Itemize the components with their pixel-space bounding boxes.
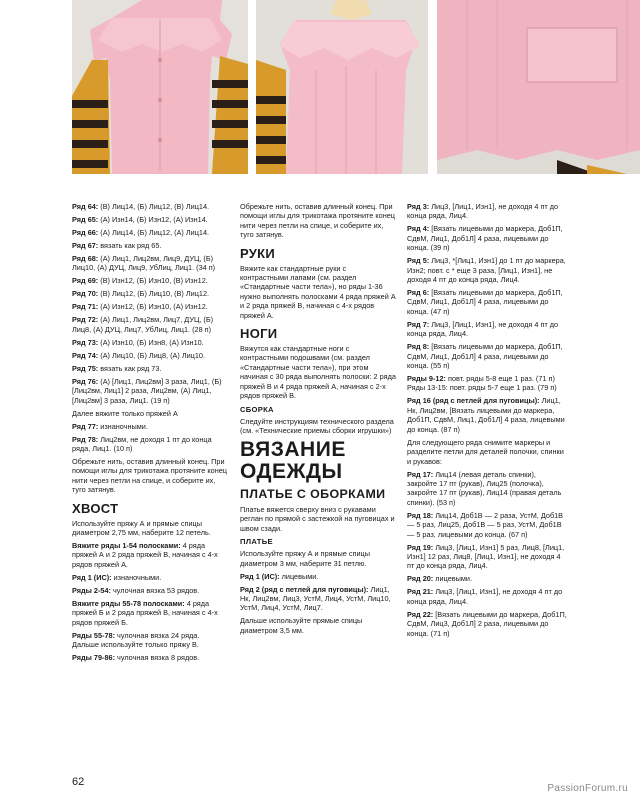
row-text: (А) [Лиц1, Лиц2вм] 3 раза, Лиц1, (Б) [Лиц2вм, Лиц1] 2 раза, Лиц2вм, (А) Лиц1, [Лиц2вм] 3 раза, Лиц1. (19 п) — [72, 376, 222, 405]
instruction-paragraph — [72, 302, 228, 311]
page-number: 62 — [72, 776, 85, 788]
row-label: Ряд 19: — [407, 542, 434, 552]
row-label: Ряд 75: — [72, 363, 99, 373]
section-heading: ХВОСТ — [72, 500, 119, 516]
instruction-paragraph — [72, 215, 228, 224]
instruction-paragraph — [72, 519, 228, 538]
instruction-paragraph — [240, 344, 396, 400]
row-text: [Вязать лицевыми до маркера, Доб1П, СдвМ, Лиц1, Доб1Л] 4 раза, лицевыми до конца. (47 п) — [407, 288, 563, 316]
row-label: Ряд 70: — [72, 289, 99, 299]
row-text: чулочная вязка 53 рядов. — [110, 585, 200, 595]
photo-strip — [0, 0, 640, 176]
chapter-heading: ВЯЗАНИЕ ОДЕЖДЫ — [240, 437, 346, 483]
row-label: Ряд 66: — [72, 228, 99, 237]
row-text: чулочная вязка 8 рядов. — [115, 653, 200, 663]
row-text: Лиц3, [Лиц1, Изн1] 5 раз, Лиц8, [Лиц1, Изн1] 12 раз, Лиц8, [Лиц1, Изн1], не доходя 4 пт до конца ряда, Лиц4. — [407, 542, 565, 571]
instruction-paragraph — [240, 549, 396, 568]
row-text: Лиц1, Нк, Лиц2вм, [Вязать лицевыми до маркера, Доб1П, СдвМ, Лиц1, Доб1Л] 4 раза, лицевыми до конца. (87 п) — [407, 396, 565, 434]
row-label: Ряды 2-54: — [72, 585, 111, 595]
instruction-paragraph — [72, 315, 228, 334]
instruction-paragraph — [407, 574, 567, 583]
row-text: Лиц1, Нк, Лиц2вм, Лиц3, УстМ, Лиц4, УстМ, Лиц10, УстМ, Лиц4, УстМ, Лиц7. — [240, 584, 391, 613]
pattern-heading: ПЛАТЬЕ С ОБОРКАМИ — [240, 486, 386, 501]
row-label: Ряд 65: — [72, 215, 99, 224]
row-label: Ряд 16 (ряд с петлей для пуговицы): — [407, 396, 540, 406]
instruction-paragraph — [407, 374, 567, 393]
instruction-paragraph — [240, 616, 396, 635]
instruction-paragraph — [407, 470, 567, 508]
row-text: (А) Лиц10, (Б) Лиц8, (А) Лиц10. — [98, 350, 206, 360]
instruction-paragraph — [240, 572, 396, 581]
row-text: (А) Лиц14, (Б) Лиц12, (А) Лиц14. — [98, 228, 210, 237]
row-text: [Вязать лицевыми до маркера, Доб1П, СдвМ, Лиц1, Доб1Л] 4 раза, лицевыми до конца. (39 п) — [407, 224, 563, 253]
instruction-paragraph — [72, 351, 228, 360]
instruction-paragraph — [72, 422, 228, 431]
row-label: Ряд 67: — [72, 241, 99, 250]
row-label: Ряд 1 (ИС): — [240, 571, 280, 581]
instruction-paragraph — [407, 511, 567, 539]
row-text: повт. ряды 5-8 еще 1 раз. (71 п) Ряды 13-15: повт. ряды 5-7 еще 1 раз. (79 п) — [407, 374, 557, 393]
row-label: Ряд 64: — [72, 202, 99, 211]
row-label: Ряд 72: — [72, 315, 99, 325]
instruction-paragraph — [72, 276, 228, 285]
instruction-paragraph — [240, 264, 396, 320]
row-label: Ряд 20: — [407, 574, 434, 584]
row-text: Обрежьте нить, оставив длинный конец. При помощи иглы для трикотажа протяните конец нити через петли на спице, и соберите их, туго затянув. — [72, 457, 227, 495]
row-text: Лиц3, [Лиц1, Изн1], не доходя 4 пт до конца ряда, Лиц4. — [407, 202, 559, 221]
row-text: Лиц14, Доб1В — 2 раза, УстМ, Доб1В — 5 раз, Лиц25, Доб1В — 5 раз, УстМ, Доб1В — 5 раз, лицевыми до конца. (67 п) — [407, 510, 564, 539]
row-label: Ряд 76: — [72, 376, 99, 386]
row-label: Ряд 4: — [407, 224, 430, 234]
row-label: Ряд 18: — [407, 510, 434, 520]
instruction-paragraph — [72, 202, 228, 211]
instruction-paragraph — [240, 202, 396, 240]
row-text: вязать как ряд 73. — [98, 363, 162, 373]
instruction-paragraph — [240, 417, 396, 436]
row-text: (В) Лиц12, (Б) Лиц10, (В) Лиц12. — [98, 289, 210, 299]
row-text: Лиц14 (левая деталь спинки), закройте 17 пт (рукав), Лиц25 (полочка), закройте 17 пт (рукав), Лиц14 (правая деталь спинки). (53 п) — [407, 469, 562, 507]
text-column-1 — [72, 202, 228, 666]
instruction-paragraph — [407, 342, 567, 370]
row-label: Ряд 2 (ряд с петлей для пуговицы): — [240, 584, 369, 594]
row-text: изнаночными. — [111, 572, 162, 582]
instruction-paragraph — [72, 377, 228, 405]
row-text: чулочная вязка 24 ряда. Дальше используйте только пряжу В. — [72, 630, 200, 650]
instruction-paragraph — [407, 438, 567, 466]
instruction-paragraph — [72, 409, 228, 418]
row-label: Ряд 17: — [407, 469, 434, 479]
instruction-paragraph — [240, 505, 396, 533]
instruction-paragraph — [72, 653, 228, 662]
instruction-paragraph — [407, 256, 567, 284]
row-text: лицевыми. — [433, 574, 472, 584]
row-label: Ряд 71: — [72, 302, 99, 312]
row-text: Обрежьте нить, оставив длинный конец. При помощи иглы для трикотажа протяните конец нити через петли на спице, и соберите их, туго затянув. — [240, 202, 395, 240]
row-label: Ряд 3: — [407, 202, 430, 211]
subsection-heading: ПЛАТЬЕ — [240, 537, 273, 547]
photo-toy-dress-front — [72, 0, 248, 174]
row-text: (А) Изн10, (Б) Изн8, (А) Изн10. — [98, 337, 204, 347]
row-text: Следуйте инструкциям технического раздела (см. «Технические приемы сборки игрушки») — [240, 416, 394, 435]
row-label: Ряд 8: — [407, 342, 430, 352]
row-label: Ряд 22: — [407, 609, 434, 619]
row-label: Ряды 55-78: — [72, 630, 116, 640]
row-label: Ряд 7: — [407, 319, 430, 329]
instruction-paragraph — [407, 288, 567, 316]
text-column-3 — [407, 202, 567, 642]
instruction-paragraph — [407, 224, 567, 252]
row-label: Ряд 78: — [72, 434, 99, 444]
instruction-paragraph — [407, 610, 567, 638]
row-text: Лиц3, [Лиц1, Изн1], не доходя 4 пт до конца ряда, Лиц4. — [407, 319, 559, 339]
row-label: Ряды 79-86: — [72, 653, 116, 663]
row-text: Используйте пряжу А и прямые спицы диаметром 3 мм, наберите 31 петлю. — [240, 549, 370, 568]
row-text: Лиц2вм, не доходя 1 пт до конца ряда, Лиц1. (10 п) — [72, 434, 212, 454]
instruction-paragraph — [72, 573, 228, 582]
instruction-paragraph — [407, 320, 567, 339]
row-text: Платье вяжется сверху вниз с рукавами реглан по прямой с застежкой на пуговицах и швом сзади. — [240, 504, 395, 533]
row-label: Ряд 21: — [407, 587, 434, 597]
instruction-paragraph — [72, 228, 228, 237]
instruction-paragraph — [407, 587, 567, 606]
row-text: (А) Лиц1, Лиц2вм, Лиц7, ДУЦ, (Б) Лиц8, (А) ДУЦ, Лиц7, УбЛиц, Лиц1. (28 п) — [72, 315, 214, 334]
section-heading: НОГИ — [240, 326, 278, 342]
row-text: вязать как ряд 65. — [98, 241, 162, 250]
row-text: лицевыми. — [279, 571, 319, 581]
row-text: Лиц3, [Лиц1, Изн1], не доходя 4 пт до конца ряда, Лиц4. — [407, 587, 563, 606]
row-label: Ряд 1 (ИС): — [72, 572, 112, 582]
row-text: Вяжите как стандартные руки с контрастными лапами (см. раздел «Стандартные части тела»), но ряды 1-36 нужно выполнять полосками 4 ряда пряжей А и 2 ряда пряжей В, начиная с 4-х рядов пряжей А. — [240, 263, 396, 320]
photo-toy-dress-side — [256, 0, 428, 174]
row-text: Дальше используйте прямые спицы диаметром 3,5 мм. — [240, 616, 363, 635]
row-label: Ряды 9-12: — [407, 374, 446, 384]
instruction-paragraph — [72, 541, 228, 569]
instruction-paragraph — [407, 396, 567, 434]
instruction-paragraph — [72, 586, 228, 595]
instruction-paragraph — [72, 254, 228, 273]
instruction-paragraph — [72, 631, 228, 650]
row-label: Ряд 73: — [72, 337, 99, 347]
row-label: Вяжите ряды 1-54 полосками: — [72, 541, 181, 551]
row-text: (А) Изн14, (Б) Изн12, (А) Изн14. — [98, 215, 208, 224]
instruction-paragraph — [72, 435, 228, 454]
row-text: 4 ряда пряжей Б и 2 ряда пряжей В, начиная с 4-х рядов пряжей Б. — [72, 598, 218, 627]
row-label: Ряд 5: — [407, 256, 430, 266]
row-text: (А) Лиц1, Лиц2вм, Лиц9, ДУЦ, (Б) Лиц10, (А) ДУЦ, Лиц9, УбЛиц, Лиц1. (34 п) — [72, 254, 216, 273]
instruction-paragraph — [72, 241, 228, 250]
row-label: Ряд 6: — [407, 288, 430, 298]
instruction-paragraph — [72, 457, 228, 495]
row-text: изнаночными. — [98, 421, 148, 431]
instruction-paragraph — [72, 599, 228, 627]
subsection-heading: СБОРКА — [240, 404, 274, 414]
row-text: Лиц3, *[Лиц1, Изн1] до 1 пт до маркера, Изн2; повт. с * еще 3 раза, [Лиц1, Изн1], не доходя 4 пт до конца ряда, Лиц4. — [407, 256, 566, 285]
row-text: (В) Изн12, (Б) Изн10, (В) Изн12. — [98, 276, 208, 286]
row-label: Ряд 74: — [72, 350, 99, 360]
instruction-paragraph — [240, 585, 396, 613]
row-text: (В) Лиц14, (Б) Лиц12, (В) Лиц14. — [98, 202, 210, 211]
row-label: Ряд 69: — [72, 276, 99, 286]
instruction-paragraph — [407, 543, 567, 571]
photo-dress-closeup — [437, 0, 640, 174]
row-text: 4 ряда пряжей А и 2 ряда пряжей В, начиная с 4-х рядов пряжей А. — [72, 541, 218, 569]
instruction-paragraph — [72, 338, 228, 347]
row-text: Используйте пряжу А и прямые спицы диаметром 2,75 мм, наберите 12 петель. — [72, 518, 211, 538]
row-label: Вяжите ряды 55-78 полосками: — [72, 598, 185, 608]
instruction-paragraph — [407, 202, 567, 221]
row-text: Далее вяжите только пряжей А — [72, 408, 178, 418]
text-column-2 — [240, 202, 396, 639]
row-label: Ряд 77: — [72, 421, 99, 431]
instruction-paragraph — [72, 364, 228, 373]
row-text: [Вязать лицевыми до маркера, Доб1П, СдвМ, Лиц3, Доб1Л] 2 раза, лицевыми до конца. (71 п) — [407, 609, 567, 638]
section-heading: РУКИ — [240, 245, 276, 261]
row-text: [Вязать лицевыми до маркера, Доб1П, СдвМ, Лиц1, Доб1Л] 4 раза, лицевыми до конца. (55 п) — [407, 342, 563, 371]
row-text: Вяжутся как стандартные ноги с контрастными подошвами (см. раздел «Стандартные части тела»), при этом начиная с 30 ряда выполнять полоски: 2 ряда пряжей В и 4 ряда пряжей А, начиная с 2-х рядов пряжей В. — [240, 344, 396, 401]
instruction-paragraph — [72, 289, 228, 298]
row-text: (А) Изн12, (Б) Изн10, (А) Изн12. — [98, 302, 208, 312]
row-text: Для следующего ряда снимите маркеры и разделите петли для деталей полочки, спинки и рукавов: — [407, 437, 564, 466]
watermark: PassionForum.ru — [547, 783, 628, 794]
row-label: Ряд 68: — [72, 254, 99, 263]
